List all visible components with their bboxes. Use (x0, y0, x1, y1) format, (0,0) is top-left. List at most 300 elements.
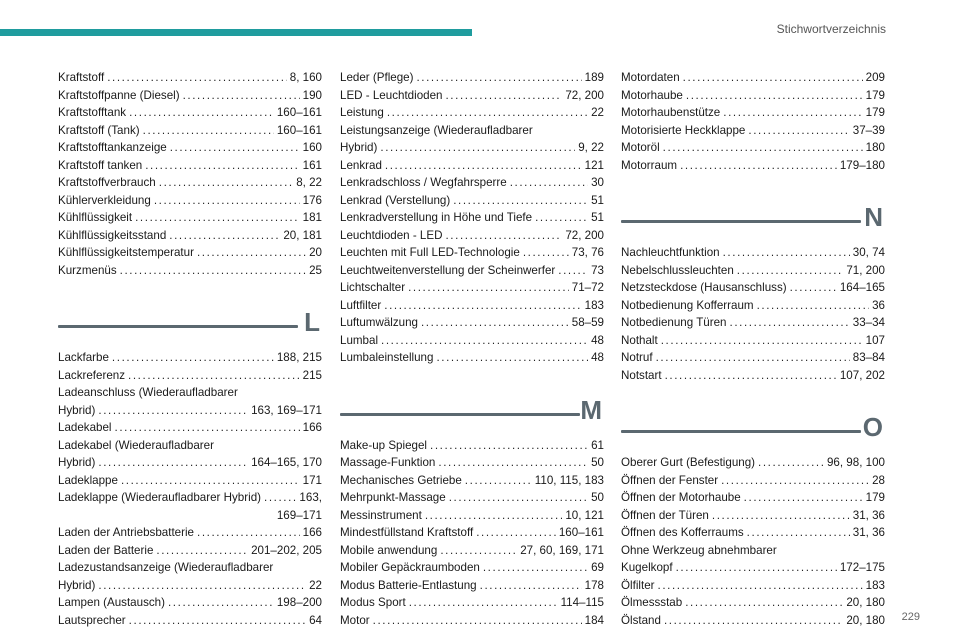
entry-pages[interactable]: 22 (591, 106, 604, 119)
dot-leader (169, 227, 280, 245)
page-number: 229 (901, 611, 920, 623)
dot-leader (723, 104, 862, 122)
dot-leader (385, 157, 582, 175)
index-entry[interactable] (621, 594, 885, 612)
entry-name: Lackfarbe (58, 351, 109, 364)
index-entry[interactable] (340, 524, 604, 542)
index-entry[interactable] (58, 192, 322, 210)
entry-pages[interactable]: 20 (309, 246, 322, 259)
entry-name: Kraftstoffverbrauch (58, 176, 156, 189)
entry-pages[interactable]: 64 (309, 613, 322, 627)
entry-pages[interactable]: 31, 36 (852, 526, 885, 539)
entry-pages[interactable]: 209 (865, 71, 885, 84)
dot-leader (128, 367, 300, 385)
entry-name: Netzsteckdose (Hausanschluss) (621, 281, 787, 294)
entry-row (58, 87, 322, 105)
entry-pages[interactable]: 8, 22 (296, 176, 322, 189)
section-divider (340, 395, 604, 433)
index-entry[interactable] (58, 367, 322, 385)
dot-leader (790, 279, 837, 297)
index-entry[interactable] (340, 559, 604, 577)
entry-name: Motoröl (621, 141, 660, 154)
index-entry[interactable] (621, 104, 885, 122)
entry-pages[interactable]: 50 (591, 491, 604, 504)
index-entry[interactable] (58, 174, 322, 192)
entry-row (58, 227, 322, 245)
entry-name: Lautsprecher (58, 613, 126, 627)
index-entry[interactable] (340, 297, 604, 315)
section-rule (58, 325, 298, 328)
entry-pages[interactable]: 190 (302, 88, 322, 102)
index-entry[interactable] (58, 139, 322, 157)
entry-row (340, 507, 604, 525)
entry-name: Öffnen der Türen (621, 508, 709, 522)
entry-pages[interactable]: 107, 202 (839, 368, 885, 382)
entry-pages[interactable]: 107 (865, 333, 885, 347)
index-entry[interactable] (58, 244, 322, 262)
index-entry[interactable] (58, 472, 322, 490)
index-entry[interactable] (621, 349, 885, 367)
entry-name: Mobiler Gepäckraumboden (340, 561, 480, 574)
entry-row (58, 104, 322, 122)
dot-leader (409, 594, 558, 612)
entry-pages[interactable]: 72, 200 (565, 228, 604, 242)
dot-leader (168, 594, 274, 612)
entry-pages[interactable]: 20, 181 (283, 228, 322, 242)
entry-row (58, 472, 322, 490)
entry-row (340, 542, 604, 560)
dot-leader (373, 612, 582, 630)
entry-pages[interactable]: 166 (302, 421, 322, 434)
entry-row (340, 279, 604, 297)
entry-name: Ölmessstab (621, 596, 683, 609)
index-entry[interactable] (621, 87, 885, 105)
entry-pages[interactable]: 160–161 (276, 123, 322, 137)
entry-pages[interactable]: 72, 200 (565, 88, 604, 102)
entry-row (340, 297, 604, 315)
entry-row (340, 104, 604, 122)
index-entry[interactable] (58, 157, 322, 175)
entry-pages[interactable]: 37–39 (852, 123, 885, 137)
index-entry[interactable] (58, 384, 322, 419)
entry-name: Leuchtdioden - LED (340, 228, 443, 242)
entry-row (621, 122, 885, 140)
entry-pages[interactable]: 183 (865, 578, 885, 592)
dot-leader (758, 454, 824, 472)
index-entry[interactable] (340, 262, 604, 280)
entry-pages[interactable]: 188, 215 (276, 351, 322, 364)
entry-pages[interactable]: 110, 115, 183 (534, 473, 604, 487)
entry-row (340, 244, 604, 262)
entry-row (621, 139, 885, 157)
entry-name-line: Ladekabel (Wiederaufladbarer (58, 438, 214, 452)
index-column-1 (58, 69, 322, 629)
entry-pages[interactable]: 163, 169–171 (251, 403, 322, 417)
entry-name: Ladekabel (58, 421, 112, 434)
section-letter: O (862, 412, 883, 442)
index-entry[interactable] (340, 174, 604, 192)
entry-pages[interactable]: 183 (584, 298, 604, 312)
section-divider (621, 412, 885, 450)
entry-pages[interactable]: 172–175 (839, 561, 885, 574)
index-entry[interactable] (621, 262, 885, 280)
entry-pages[interactable]: 31, 36 (852, 508, 885, 522)
index-entry[interactable] (340, 454, 604, 472)
entry-row (621, 524, 885, 542)
entry-row (58, 577, 322, 595)
index-entry[interactable] (58, 612, 322, 630)
entry-name: Lampen (Austausch) (58, 596, 165, 609)
entry-row (621, 262, 885, 280)
index-entry[interactable] (58, 524, 322, 542)
entry-name: Hybrid) (58, 403, 96, 417)
entry-pages[interactable]: 51 (591, 211, 604, 224)
entry-name: Lenkrad (Verstellung) (340, 193, 451, 207)
entry-pages[interactable]: 22 (309, 578, 322, 592)
entry-pages[interactable]: 171 (302, 473, 322, 487)
entry-row (621, 349, 885, 367)
entry-row (58, 209, 322, 227)
index-entry[interactable] (58, 69, 322, 87)
dot-leader (747, 524, 850, 542)
entry-name: Kraftstoff (58, 71, 105, 84)
entry-name: Nothalt (621, 333, 658, 347)
entry-name: Notstart (621, 368, 662, 382)
entry-row (621, 367, 885, 385)
entry-pages[interactable]: 25 (309, 263, 322, 277)
dot-leader (730, 314, 850, 332)
index-entry[interactable] (621, 454, 885, 472)
entry-pages[interactable]: 10, 121 (565, 508, 604, 522)
entry-name: Lumbal (340, 333, 379, 347)
page-header-title: Stichwortverzeichnis (776, 22, 886, 36)
section-rule (340, 413, 580, 416)
section-letter: L (304, 307, 320, 337)
entry-name-line: Ladeanschluss (Wiederaufladbarer (58, 386, 238, 399)
dot-leader (143, 122, 274, 140)
index-entry[interactable] (340, 332, 604, 350)
index-entry[interactable] (58, 419, 322, 437)
index-entry[interactable] (621, 472, 885, 490)
entry-pages[interactable]: 215 (302, 368, 322, 382)
section-rule (621, 220, 861, 223)
dot-leader (476, 524, 556, 542)
index-entry[interactable] (340, 87, 604, 105)
entry-pages[interactable]: 96, 98, 100 (826, 456, 885, 469)
entry-name: Hybrid) (58, 578, 96, 592)
entry-name: Leuchtweitenverstellung der Scheinwerfer (340, 263, 556, 277)
dot-leader (480, 577, 582, 595)
entry-pages[interactable]: 160 (302, 141, 322, 154)
index-entry[interactable] (58, 87, 322, 105)
entry-name: Kraftstoffpanne (Diesel) (58, 88, 180, 102)
dot-leader (129, 612, 306, 630)
dot-leader (98, 402, 248, 420)
entry-name: Notruf (621, 351, 653, 364)
index-entry[interactable] (621, 367, 885, 385)
entry-row (621, 297, 885, 315)
entry-name: Kühlflüssigkeit (58, 211, 133, 224)
dot-leader (159, 174, 293, 192)
dot-leader (523, 244, 569, 262)
entry-row (340, 489, 604, 507)
entry-name: Motorhaube (621, 88, 683, 102)
entry-row (340, 314, 604, 332)
dot-leader (683, 69, 863, 87)
entry-pages[interactable]: 69 (591, 561, 604, 574)
index-entry[interactable] (621, 157, 885, 175)
entry-row (58, 69, 322, 87)
entry-name: Motorisierte Heckklappe (621, 123, 746, 137)
dot-leader (510, 174, 588, 192)
entry-pages[interactable]: 73 (591, 263, 604, 277)
entry-name: Oberer Gurt (Befestigung) (621, 456, 756, 469)
entry-name: Motorhaubenstütze (621, 106, 721, 119)
entry-row (340, 174, 604, 192)
entry-row (340, 262, 604, 280)
entry-pages[interactable]: 179–180 (839, 158, 885, 172)
entry-name: LED - Leuchtdioden (340, 88, 443, 102)
entry-pages[interactable]: 8, 160 (289, 71, 322, 84)
entry-pages[interactable]: 179 (865, 106, 885, 119)
index-entry[interactable] (621, 577, 885, 595)
dot-leader (121, 472, 300, 490)
dot-leader (387, 104, 588, 122)
entry-row (621, 157, 885, 175)
entry-pages[interactable]: 20, 180 (846, 613, 885, 627)
index-entry[interactable] (340, 542, 604, 560)
entry-pages[interactable]: 161 (302, 158, 322, 172)
entry-pages[interactable]: 160–161 (276, 106, 322, 119)
entry-row (58, 367, 322, 385)
index-entry[interactable] (621, 489, 885, 507)
entry-pages[interactable]: 73, 76 (571, 246, 604, 259)
index-entry[interactable] (621, 612, 885, 630)
index-entry[interactable] (621, 507, 885, 525)
entry-pages[interactable]: 27, 60, 169, 171 (520, 543, 604, 557)
entry-pages[interactable]: 48 (591, 333, 604, 347)
entry-name: Nachleuchtfunktion (621, 246, 720, 259)
index-entry[interactable] (340, 122, 604, 157)
dot-leader (453, 192, 588, 210)
entry-name: Mehrpunkt-Massage (340, 491, 446, 504)
dot-leader (120, 262, 306, 280)
index-entry[interactable] (340, 314, 604, 332)
entry-row (340, 612, 604, 630)
index-entry[interactable] (340, 437, 604, 455)
entry-name: Leuchten mit Full LED-Technologie (340, 246, 520, 259)
index-column-3 (621, 69, 885, 629)
dot-leader (748, 122, 849, 140)
dot-leader (723, 244, 850, 262)
entry-name: Hybrid) (58, 456, 96, 469)
entry-pages[interactable]: 164–165 (839, 281, 885, 294)
index-entry[interactable] (340, 489, 604, 507)
index-entry[interactable] (340, 349, 604, 367)
entry-pages[interactable]: 28 (872, 473, 885, 487)
entry-name: Lenkradschloss / Wegfahrsperre (340, 176, 507, 189)
entry-pages[interactable]: 9, 22 (578, 141, 604, 154)
index-entry[interactable] (340, 507, 604, 525)
dot-leader (656, 349, 850, 367)
index-entry[interactable] (58, 349, 322, 367)
entry-row (621, 594, 885, 612)
entry-pages[interactable]: 179 (865, 88, 885, 102)
entry-pages[interactable]: 164–165, 170 (251, 456, 322, 469)
entry-name: Mindestfüllstand Kraftstoff (340, 526, 474, 539)
entry-pages-continued[interactable]: 169–171 (276, 508, 322, 522)
dot-leader (183, 87, 300, 105)
index-entry[interactable] (340, 577, 604, 595)
entry-row (621, 314, 885, 332)
index-entry[interactable] (58, 227, 322, 245)
entry-name: Öffnen der Motorhaube (621, 491, 741, 504)
entry-name: Laden der Antriebsbatterie (58, 526, 194, 539)
entry-pages[interactable]: 178 (584, 578, 604, 592)
entry-row (621, 507, 885, 525)
entry-pages[interactable]: 181 (302, 211, 322, 224)
entry-name: Ladeklappe (58, 473, 118, 487)
entry-pages[interactable]: 50 (591, 456, 604, 469)
entry-pages[interactable]: 71–72 (571, 281, 604, 294)
index-entry[interactable] (621, 69, 885, 87)
dot-leader (665, 367, 837, 385)
entry-row (621, 472, 885, 490)
entry-row (621, 104, 885, 122)
dot-leader (558, 262, 588, 280)
entry-row (340, 594, 604, 612)
dot-leader (135, 209, 300, 227)
dot-leader (436, 349, 588, 367)
section-rule (621, 430, 861, 433)
entry-pages[interactable]: 179 (865, 491, 885, 504)
entry-pages[interactable]: 198–200 (276, 596, 322, 609)
section-letter: N (864, 202, 883, 232)
index-entry[interactable] (340, 157, 604, 175)
dot-leader (438, 454, 588, 472)
dot-leader (744, 489, 863, 507)
entry-pages[interactable]: 71, 200 (846, 263, 885, 277)
index-entry[interactable] (621, 314, 885, 332)
index-entry[interactable] (58, 209, 322, 227)
index-entry[interactable] (340, 227, 604, 245)
entry-pages[interactable]: 180 (865, 141, 885, 154)
entry-name: Messinstrument (340, 508, 422, 522)
index-entry[interactable] (340, 209, 604, 227)
entry-row (58, 594, 322, 612)
entry-pages[interactable]: 201–202, 205 (251, 543, 322, 557)
dot-leader (381, 332, 588, 350)
index-entry[interactable] (621, 279, 885, 297)
dot-leader (156, 542, 248, 560)
dot-leader (416, 69, 581, 87)
index-entry[interactable] (58, 122, 322, 140)
entry-pages[interactable]: 160–161 (558, 526, 604, 539)
section-divider (58, 307, 322, 345)
entry-pages[interactable]: 166 (302, 526, 322, 539)
index-entry[interactable] (621, 122, 885, 140)
entry-row (58, 262, 322, 280)
index-entry[interactable] (621, 332, 885, 350)
entry-pages[interactable]: 189 (584, 71, 604, 84)
entry-name-line: Ohne Werkzeug abnehmbarer (621, 543, 777, 557)
dot-leader (425, 507, 562, 525)
index-entry[interactable] (58, 559, 322, 594)
entry-row (58, 489, 322, 507)
entry-pages[interactable]: 20, 180 (846, 596, 885, 609)
dot-leader (145, 157, 299, 175)
entry-row (340, 87, 604, 105)
entry-name: Kühlflüssigkeitstemperatur (58, 246, 194, 259)
index-entry[interactable] (621, 524, 885, 542)
index-entry[interactable] (340, 69, 604, 87)
index-entry[interactable] (340, 594, 604, 612)
entry-pages[interactable]: 83–84 (852, 351, 885, 364)
entry-pages[interactable]: 184 (584, 613, 604, 627)
entry-row (621, 612, 885, 630)
index-entry[interactable] (340, 104, 604, 122)
entry-pages[interactable]: 163, (299, 491, 322, 504)
entry-pages[interactable]: 30 (591, 176, 604, 189)
entry-pages[interactable]: 121 (584, 158, 604, 172)
entry-pages[interactable]: 48 (591, 351, 604, 364)
index-entry[interactable] (58, 104, 322, 122)
index-entry[interactable] (340, 472, 604, 490)
entry-row (58, 524, 322, 542)
entry-pages[interactable]: 30, 74 (852, 246, 885, 259)
index-entry[interactable] (621, 297, 885, 315)
entry-pages[interactable]: 36 (872, 298, 885, 312)
index-entry[interactable] (58, 542, 322, 560)
index-entry[interactable] (58, 262, 322, 280)
entry-name: Mobile anwendung (340, 543, 438, 557)
entry-name: Kühlflüssigkeitsstand (58, 228, 167, 242)
index-entry[interactable] (621, 244, 885, 262)
index-entry[interactable] (340, 612, 604, 630)
entry-row (340, 472, 604, 490)
index-entry[interactable] (340, 192, 604, 210)
dot-leader (445, 87, 562, 105)
index-entry[interactable] (621, 542, 885, 577)
entry-pages[interactable]: 58–59 (571, 316, 604, 329)
dot-leader (197, 524, 300, 542)
index-entry[interactable] (340, 279, 604, 297)
dot-leader (535, 209, 588, 227)
index-entry[interactable] (621, 139, 885, 157)
entry-pages[interactable]: 51 (591, 193, 604, 207)
entry-row (340, 69, 604, 87)
dot-leader (264, 489, 296, 507)
dot-leader (721, 472, 869, 490)
entry-row (58, 349, 322, 367)
index-entry[interactable] (58, 489, 322, 524)
dot-leader (107, 69, 287, 87)
index-entry[interactable] (58, 437, 322, 472)
entry-name: Mechanisches Getriebe (340, 473, 462, 487)
entry-pages[interactable]: 61 (591, 438, 604, 452)
entry-name: Kraftstofftankanzeige (58, 141, 167, 154)
entry-pages[interactable]: 33–34 (852, 316, 885, 329)
entry-pages[interactable]: 176 (302, 193, 322, 207)
dot-leader (658, 577, 863, 595)
entry-name: Massage-Funktion (340, 456, 436, 469)
entry-pages[interactable]: 114–115 (560, 596, 604, 609)
dot-leader (170, 139, 300, 157)
dot-leader (449, 489, 588, 507)
index-entry[interactable] (340, 244, 604, 262)
index-entry[interactable] (58, 594, 322, 612)
dot-leader (98, 454, 248, 472)
